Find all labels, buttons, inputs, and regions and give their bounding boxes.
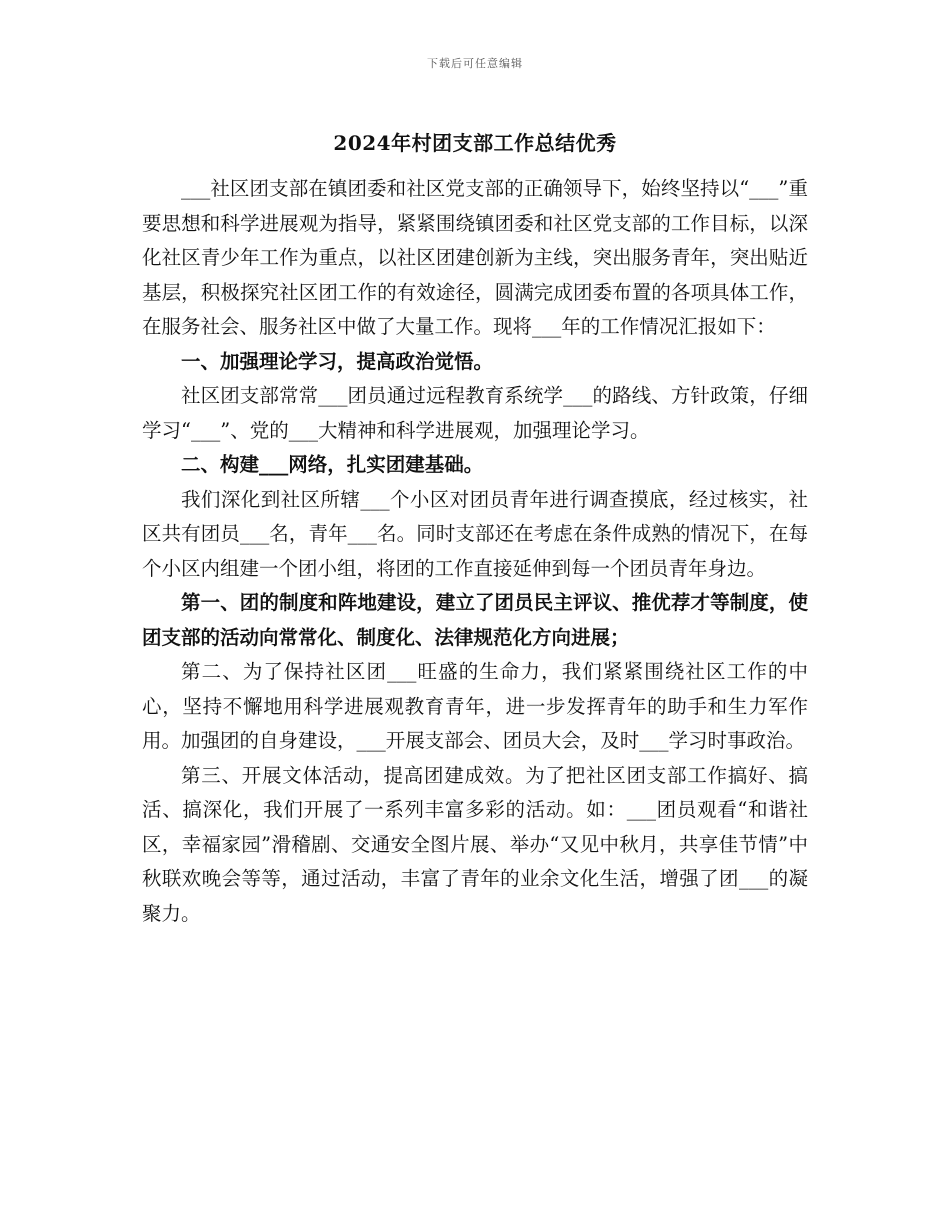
body-paragraph: 第二、为了保持社区团___旺盛的生命力，我们紧紧围绕社区工作的中心，坚持不懈地用科学进展观教育青年，进一步发挥青年的助手和生力军作用。加强团的自身建设，___开展支部会、团员大会，及时___学习时事政治。 [142, 660, 808, 752]
intro-paragraph: ___社区团支部在镇团委和社区党支部的正确领导下，始终坚持以“___”重要思想和科学进展观为指导，紧紧围绕镇团委和社区党支部的工作目标，以深化社区青少年工作为重点，以社区团建创新为主线，突出服务青年，突出贴近基层，积极探究社区团工作的有效途径，圆满完成团委布置的各项具体工作，在服务社会、服务社区中做了大量工作。现将___年的工作情况汇报如下： [142, 177, 808, 338]
body-paragraph: 第三、开展文体活动，提高团建成效。为了把社区团支部工作搞好、搞活、搞深化，我们开展了一系列丰富多彩的活动。如：___团员观看“和谐社区，幸福家园”滑稽剧、交通安全图片展、举办“又见中秋月，共享佳节情”中秋联欢晚会等等，通过活动，丰富了青年的业余文化生活，增强了团___的凝聚力。 [142, 763, 808, 925]
page-title: 2024年村团支部工作总结优秀 [333, 131, 617, 155]
document-body [142, 172, 808, 931]
body-paragraph: 社区团支部常常___团员通过远程教育系统学___的路线、方针政策，仔细学习“___”、党的___大精神和科学进展观，加强理论学习。 [142, 384, 808, 442]
header-note: 下载后可任意编辑 [427, 57, 523, 70]
section-heading-2: 二、构建___网络，扎实团建基础。 [181, 453, 484, 476]
bold-paragraph: 第一、团的制度和阵地建设，建立了团员民主评议、推优荐才等制度，使团支部的活动向常常化、制度化、法律规范化方向进展； [142, 591, 808, 649]
section-heading-1: 一、加强理论学习，提高政治觉悟。 [181, 349, 494, 373]
body-paragraph: 我们深化到社区所辖___个小区对团员青年进行调查摸底，经过核实，社区共有团员___名，青年___名。同时支部还在考虑在条件成熟的情况下，在每个小区内组建一个团小组，将团的工作直接延伸到每一个团员青年身边。 [142, 487, 808, 580]
